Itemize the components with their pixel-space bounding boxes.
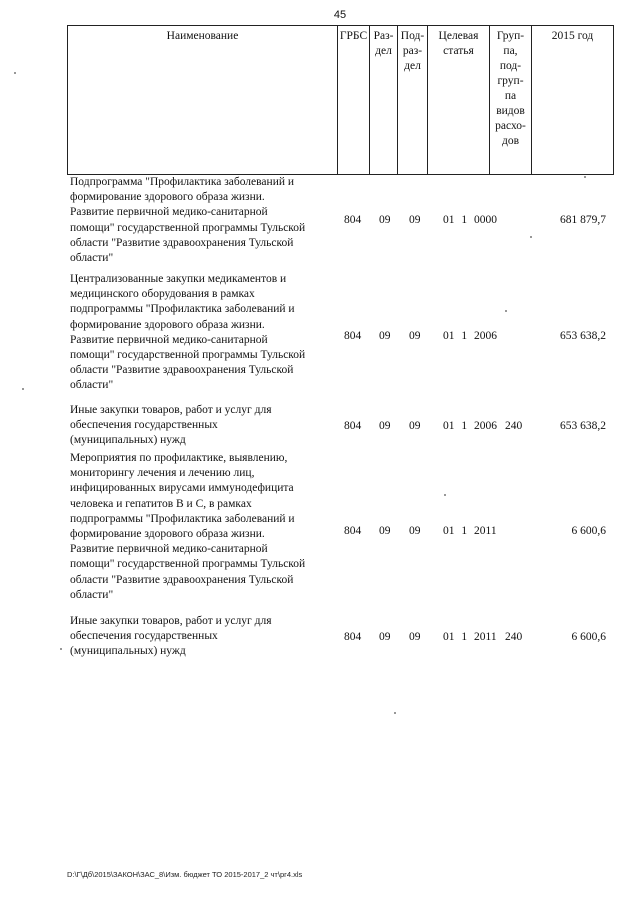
scan-speck [14, 72, 16, 74]
row-grbs: 804 [344, 420, 362, 432]
row-razdel: 09 [379, 420, 391, 432]
row-sum: 653 638,2 [560, 330, 606, 342]
row-vid: 240 [505, 420, 523, 432]
header-grbs [338, 26, 370, 174]
header-vid-line: под- [499, 60, 522, 72]
row-target: 01 1 2006 [443, 420, 497, 432]
header-podrazdel [398, 26, 428, 174]
header-year [532, 26, 613, 174]
scan-speck [22, 388, 24, 390]
header-name [68, 26, 338, 174]
header-vid-line: па, [503, 45, 518, 57]
scan-speck [505, 310, 507, 312]
row-name: Централизованные закупки медикаментов и медицинского оборудования в рамках подпрограммы "Профилактика заболеваний и формирование здорового образа жизни. Развитие первичной медико-санитарной помощи" государственной программы Тульской области "Развитие здравоохранения Тульской области" [70, 273, 306, 392]
row-target: 01 1 0000 [443, 214, 497, 226]
header-vid-line: Груп- [496, 30, 525, 42]
footer-file-path: D:\Г\Дб\2015\ЗАКОН\ЗАС_8\Изм. бюджет ТО 2015-2017_2 чт\рг4.xls [67, 870, 303, 879]
header-vid [490, 26, 532, 174]
row-sum: 653 638,2 [560, 420, 606, 432]
row-grbs: 804 [344, 631, 362, 643]
header-target-line: Целевая [438, 30, 479, 42]
row-podrazdel: 09 [409, 420, 421, 432]
row-target: 01 1 2006 [443, 330, 497, 342]
header-podrazdel-line: раз- [402, 45, 423, 57]
row-name: Мероприятия по профилактике, выявлению, мониторингу лечения и лечению лиц, инфицированных вирусами иммунодефицита человека и гепатитов В и С, в рамках подпрограммы "Профилактика заболеваний и формирование здорового образа жизни. Развитие первичной медико-санитарной помощи" государственной программы Тульской области "Развитие здравоохранения Тульской области" [70, 452, 306, 601]
row-vid: 240 [505, 631, 523, 643]
header-target [428, 26, 490, 174]
row-name: Подпрограмма "Профилактика заболеваний и формирование здорового образа жизни. Развитие первичной медико-санитарной помощи" государственной программы Тульской области "Развитие здравоохранения Тульской области" [70, 176, 306, 265]
row-podrazdel: 09 [409, 631, 421, 643]
row-razdel: 09 [379, 214, 391, 226]
row-name: Иные закупки товаров, работ и услуг для обеспечения государственных (муниципальных) нужд [70, 615, 272, 658]
row-grbs: 804 [344, 214, 362, 226]
row-grbs: 804 [344, 525, 362, 537]
scan-speck [60, 648, 62, 650]
row-podrazdel: 09 [409, 214, 421, 226]
row-podrazdel: 09 [409, 525, 421, 537]
header-razdel-line: Раз- [373, 30, 394, 42]
row-podrazdel: 09 [409, 330, 421, 342]
row-sum: 6 600,6 [571, 631, 606, 643]
scan-speck [530, 236, 532, 238]
header-podrazdel-line: дел [404, 60, 421, 72]
row-target: 01 1 2011 [443, 525, 497, 537]
table-header [67, 25, 614, 175]
header-target-line: статья [443, 45, 474, 57]
row-target: 01 1 2011 [443, 631, 497, 643]
row-razdel: 09 [379, 631, 391, 643]
row-name: Иные закупки товаров, работ и услуг для обеспечения государственных (муниципальных) нужд [70, 404, 272, 447]
header-year-text: 2015 год [551, 30, 594, 42]
page-number: 45 [333, 9, 347, 21]
header-razdel [370, 26, 398, 174]
header-vid-line: дов [501, 135, 520, 147]
scan-speck [394, 712, 396, 714]
scan-speck [444, 494, 446, 496]
row-grbs: 804 [344, 330, 362, 342]
header-podrazdel-line: Под- [400, 30, 425, 42]
row-sum: 6 600,6 [571, 525, 606, 537]
header-razdel-line: дел [375, 45, 392, 57]
header-vid-line: видов [496, 105, 525, 117]
header-vid-line: расхо- [495, 120, 526, 132]
row-sum: 681 879,7 [560, 214, 606, 226]
row-razdel: 09 [379, 525, 391, 537]
header-vid-line: па [504, 90, 517, 102]
header-grbs-text: ГРБС [339, 30, 368, 42]
header-vid-line: груп- [497, 75, 524, 87]
row-razdel: 09 [379, 330, 391, 342]
scan-speck [584, 176, 586, 178]
header-name-text: Наименование [166, 30, 239, 42]
